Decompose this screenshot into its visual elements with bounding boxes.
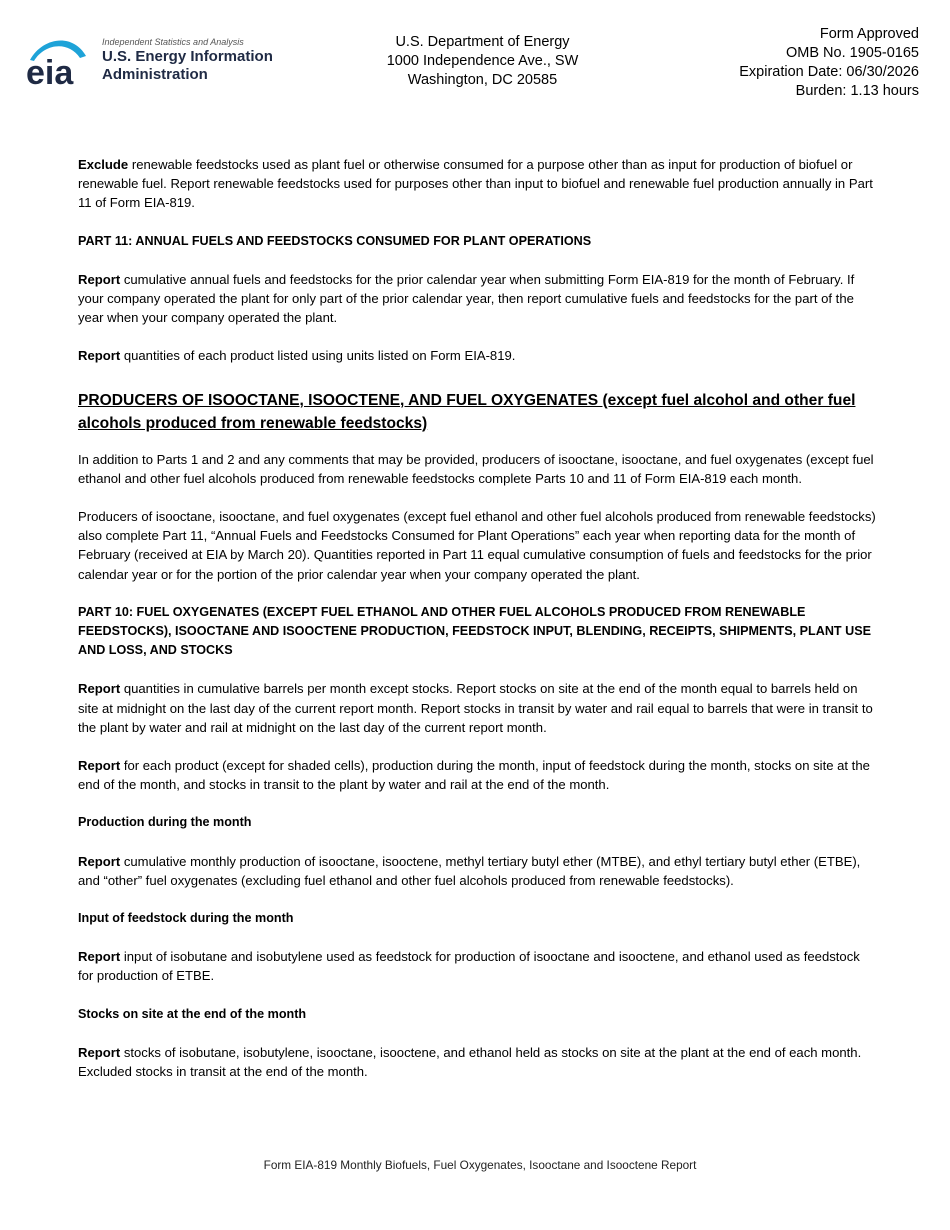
logo-name-line1: U.S. Energy Information: [102, 48, 273, 65]
heading-part-11: PART 11: ANNUAL FUELS AND FEEDSTOCKS CONSUMED FOR PLANT OPERATIONS: [78, 233, 592, 248]
lead-word: Exclude: [78, 157, 129, 172]
paragraph-report-production: [78, 852, 878, 890]
heading-part-10: PART 10: FUEL OXYGENATES (EXCEPT FUEL ETHANOL AND OTHER FUEL ALCOHOLS PRODUCED FROM RENEWABLE FEEDSTOCKS), ISOOCTANE AND ISOOCTENE PRODUCTION, FEEDSTOCK INPUT, BLENDING, RECEIPTS, SHIPMENTS, PLANT USE AND LOSS, AND STOCKS: [78, 604, 872, 658]
logo-name-line2: Administration: [102, 66, 208, 83]
paragraph-text: renewable feedstocks used as plant fuel or otherwise consumed for a purpose other than as input for production of biofuel or renewable fuel. Report renewable feedstocks used for purposes other than input to biofuel and renewable fuel production annually in Part 11 of Form EIA-819.: [78, 157, 873, 211]
paragraph-text: input of isobutane and isobutylene used as feedstock for production of isooctane and isooctene, and ethanol used as feedstock for production of ETBE.: [78, 949, 860, 984]
agency-line2: 1000 Independence Ave., SW: [386, 53, 579, 69]
paragraph-report-stocks: [78, 1043, 878, 1081]
lead-word: Report: [78, 949, 121, 965]
paragraph-report-annual: [78, 270, 878, 328]
lead-word: Report: [78, 271, 121, 287]
eia-logo: [24, 34, 294, 88]
eia-logo-mark: [24, 34, 94, 88]
instructions-body: [78, 155, 878, 1081]
lead-word: Report: [78, 681, 121, 697]
paragraph-report-barrels: [78, 679, 878, 737]
logo-acronym: eia: [26, 54, 74, 88]
paragraph-text: quantities in cumulative barrels per month except stocks. Report stocks on site at the end of the month equal to barrels held on site at midnight on the last day of the current report month. Report stocks in transit by water and rail equal to barrels that were in transit to the plant by water and rail at midnight on the last day of the current report month.: [78, 681, 873, 735]
paragraph-exclude: [78, 155, 878, 213]
paragraph-text: stocks of isobutane, isobutylene, isooctane, isooctene, and ethanol held as stocks on site at the plant at the end of each month. Excluded stocks in transit at the end of the month.: [78, 1044, 862, 1080]
heading-production: Production during the month: [78, 815, 252, 830]
burden-hours: Burden: 1.13 hours: [795, 83, 919, 99]
logo-text-block: [102, 37, 273, 84]
lead-word: Report: [78, 758, 121, 774]
agency-line3: Washington, DC 20585: [407, 72, 558, 88]
lead-word: Report: [78, 348, 121, 364]
logo-tagline: Independent Statistics and Analysis: [102, 37, 244, 47]
paragraph-parts-required: In addition to Parts 1 and 2 and any comments that may be provided, producers of isooctane, isooctane, and fuel oxygenates (except fuel ethanol and other fuel alcohols produced from renewable feedstocks complete Parts 10 and 11 of Form EIA-819 each month.: [78, 451, 874, 486]
paragraph-text: cumulative annual fuels and feedstocks for the prior calendar year when submitting Form EIA-819 for the month of February. If your company operated the plant for only part of the prior calendar year, then report cumulative fuels and feedstocks for the part of the year when your company operated the plant.: [78, 271, 855, 326]
lead-word: Report: [78, 853, 121, 869]
heading-stocks-on-site: Stocks on site at the end of the month: [78, 1006, 307, 1021]
paragraph-text: cumulative monthly production of isooctane, isooctene, methyl tertiary butyl ether (MTBE), and ethyl tertiary butyl ether (ETBE), and “other” fuel oxygenates (excluding fuel ethanol and other fuel alcohols produced from renewable feedstocks).: [78, 853, 861, 888]
approval-line1: Form Approved: [819, 26, 919, 42]
form-approval-block: [739, 25, 919, 101]
paragraph-text: for each product (except for shaded cells), production during the month, input of feedstock during the month, stocks on site at the end of the month, and stocks in transit to the plant by water and rail at the end of the month.: [78, 758, 870, 793]
lead-word: Report: [78, 1044, 121, 1060]
paragraph-report-units: [78, 346, 878, 365]
paragraph-text: quantities of each product listed using units listed on Form EIA-819.: [120, 348, 516, 364]
agency-address: [340, 33, 625, 90]
agency-line1: U.S. Department of Energy: [395, 34, 570, 50]
paragraph-report-each-product: [78, 756, 878, 794]
expiration-date: Expiration Date: 06/30/2026: [739, 64, 919, 80]
paragraph-report-input: [78, 947, 878, 985]
page-footer: Form EIA-819 Monthly Biofuels, Fuel Oxygenates, Isooctane and Isooctene Report: [263, 1158, 697, 1172]
heading-input-feedstock: Input of feedstock during the month: [78, 911, 294, 926]
omb-number: OMB No. 1905-0165: [786, 45, 919, 61]
paragraph-part-11-annual: Producers of isooctane, isooctane, and fuel oxygenates (except fuel ethanol and other fuel alcohols produced from renewable feedstocks) also complete Part 11, “Annual Fuels and Feedstocks Consumed for Plant Operations” each year when reporting data for the month of February (received at EIA by March 20). Quantities reported in Part 11 equal cumulative consumption of fuels and feedstocks for the prior calendar year or for the portion of the prior calendar year when your company operated the plant.: [78, 509, 876, 582]
section-title-producers: PRODUCERS OF ISOOCTANE, ISOOCTENE, AND FUEL OXYGENATES (except fuel alcohol and other fuel alcohols produced from renewable feedstocks): [78, 391, 856, 432]
